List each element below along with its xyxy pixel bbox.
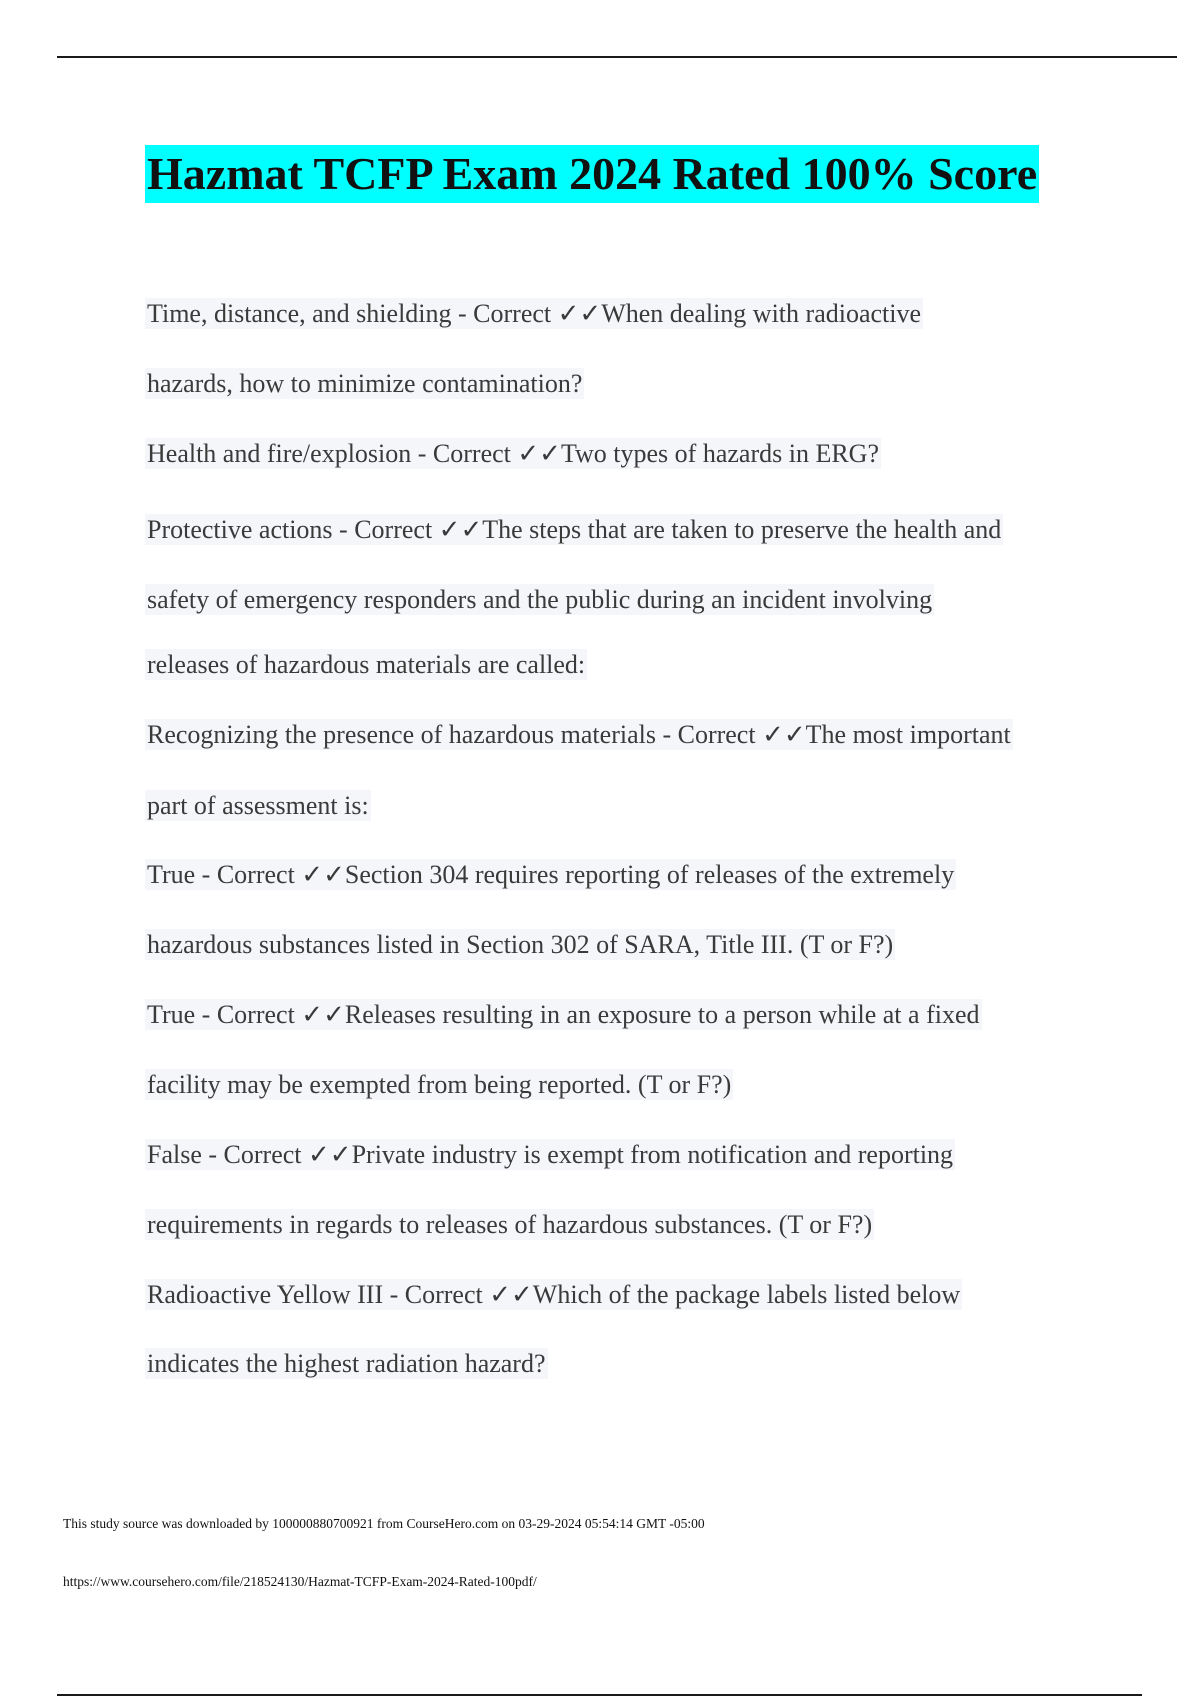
bottom-rule xyxy=(57,1694,1142,1696)
text-line xyxy=(145,1347,548,1381)
title-block xyxy=(145,145,1039,203)
text-line xyxy=(145,297,923,331)
top-rule xyxy=(57,56,1177,58)
document-title: Hazmat TCFP Exam 2024 Rated 100% Score xyxy=(145,145,1039,203)
text-line xyxy=(145,1208,874,1242)
text-line-text: False - Correct ✓✓Private industry is exempt from notification and reporting xyxy=(147,1140,954,1169)
text-line-text: indicates the highest radiation hazard? xyxy=(147,1349,546,1378)
text-line-text: Recognizing the presence of hazardous materials - Correct ✓✓The most important xyxy=(147,720,1011,749)
text-line xyxy=(145,928,895,962)
source-url[interactable]: https://www.coursehero.com/file/218524130/Hazmat-TCFP-Exam-2024-Rated-100pdf/ xyxy=(63,1574,537,1589)
text-line-text: Protective actions - Correct ✓✓The steps that are taken to preserve the health and xyxy=(147,515,1002,544)
text-line xyxy=(145,1138,955,1172)
text-line xyxy=(145,789,371,823)
text-line xyxy=(145,437,881,471)
text-line xyxy=(145,513,1003,547)
text-line xyxy=(145,367,584,401)
text-line xyxy=(145,858,956,892)
text-line-text: safety of emergency responders and the public during an incident involving xyxy=(147,585,933,614)
text-line-text: True - Correct ✓✓Releases resulting in an exposure to a person while at a fixed xyxy=(147,1000,980,1029)
text-line-text: releases of hazardous materials are called: xyxy=(147,650,586,679)
text-line xyxy=(145,1278,962,1312)
text-line-text: hazards, how to minimize contamination? xyxy=(147,369,583,398)
download-source-note: This study source was downloaded by 100000880700921 from CourseHero.com on 03-29-2024 05:54:14 GMT -05:00 xyxy=(63,1516,705,1531)
text-line xyxy=(145,1068,733,1102)
text-line-text: Radioactive Yellow III - Correct ✓✓Which of the package labels listed below xyxy=(147,1280,961,1309)
text-line-text: True - Correct ✓✓Section 304 requires reporting of releases of the extremely xyxy=(147,860,955,889)
text-line xyxy=(145,648,587,682)
text-line xyxy=(145,998,982,1032)
text-line-text: facility may be exempted from being reported. (T or F?) xyxy=(147,1070,732,1099)
text-line-text: part of assessment is: xyxy=(147,791,369,820)
text-line xyxy=(145,718,1013,752)
text-line-text: requirements in regards to releases of hazardous substances. (T or F?) xyxy=(147,1210,873,1239)
text-line xyxy=(145,583,934,617)
text-line-text: Time, distance, and shielding - Correct ✓✓When dealing with radioactive xyxy=(147,299,922,328)
text-line-text: Health and fire/explosion - Correct ✓✓Two types of hazards in ERG? xyxy=(147,439,879,468)
text-line-text: hazardous substances listed in Section 302 of SARA, Title III. (T or F?) xyxy=(147,930,894,959)
